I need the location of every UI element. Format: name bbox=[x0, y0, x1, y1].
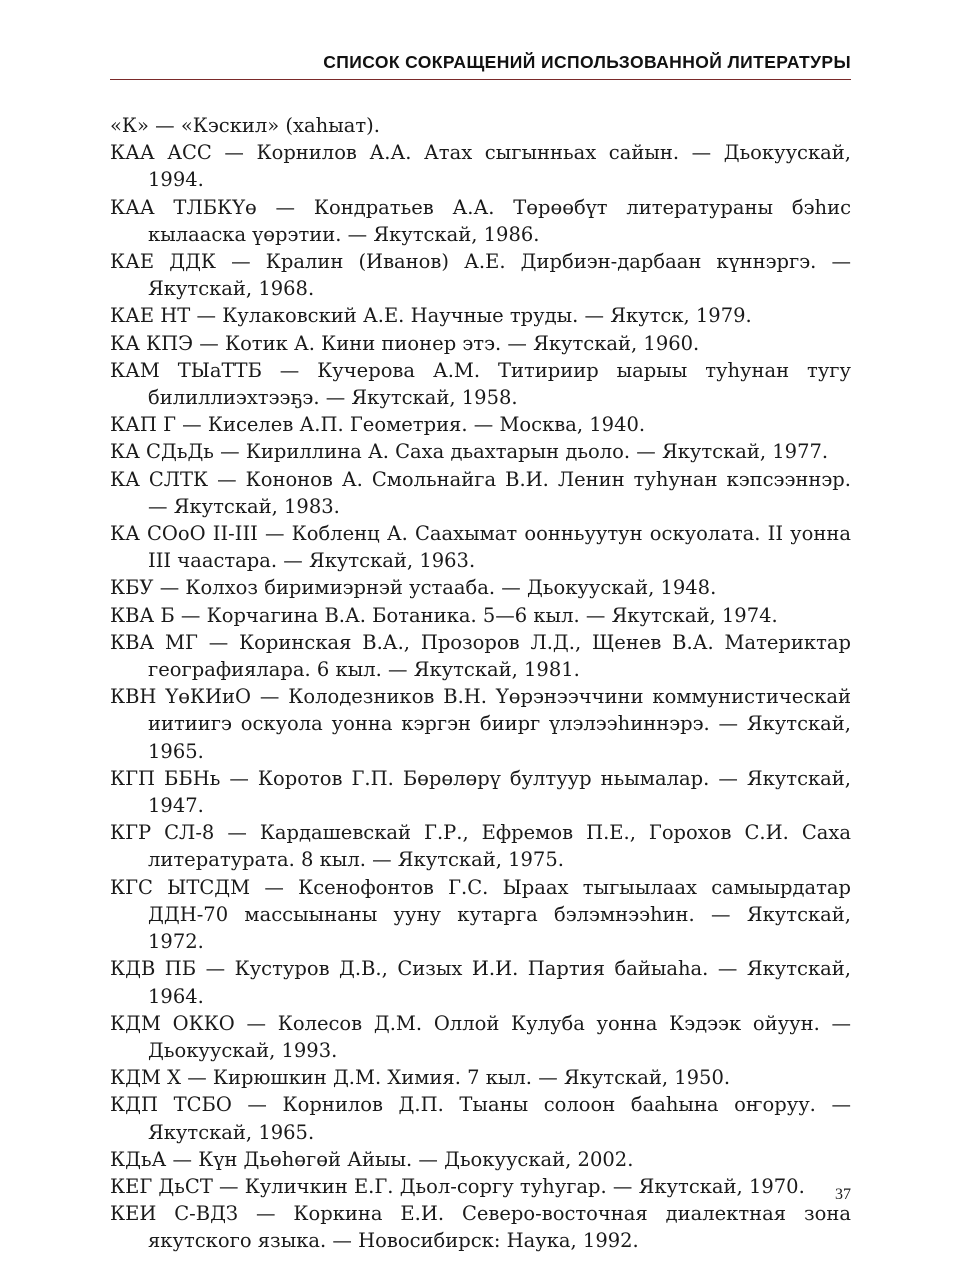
list-item: КДМ ОККО — Колесов Д.М. Оллой Кулуба уонна Кэдээк ойуун. — Дьокуускай, 1993. bbox=[110, 1011, 851, 1062]
list-item: КЕГ ДьСТ — Куличкин Е.Г. Дьол-соргу туһугар. — Якутскай, 1970. bbox=[110, 1174, 805, 1198]
list-item: КВА Б — Корчагина В.А. Ботаника. 5—6 кыл. — Якутскай, 1974. bbox=[110, 603, 778, 627]
page-number: 37 bbox=[835, 1186, 851, 1203]
list-item: КАП Г — Киселев А.П. Геометрия. — Москва, 1940. bbox=[110, 413, 646, 437]
header-rule bbox=[110, 79, 851, 80]
list-item: КВА МГ — Коринская В.А., Прозоров Л.Д., Щенев В.А. Материктар географиялара. 6 кыл. — Якутскай, 1981. bbox=[110, 630, 851, 682]
list-item: КАЕ НТ — Кулаковский А.Е. Научные труды. — Якутск, 1979. bbox=[110, 304, 752, 328]
list-item: КА КПЭ — Котик А. Кини пионер этэ. — Якутскай, 1960. bbox=[110, 331, 700, 355]
list-item: КДВ ПБ — Кустуров Д.В., Сизых И.И. Партия байыаһа. — Якутскай, 1964. bbox=[110, 957, 851, 1008]
list-item: КДП ТСБО — Корнилов Д.П. Тыаны солоон бааһына оҥоруу. — Якутскай, 1965. bbox=[110, 1093, 851, 1144]
list-item: КА СЛТК — Кононов А. Смольнайга В.И. Ленин туһунан кэпсээннэр. — Якутскай, 1983. bbox=[110, 467, 851, 518]
list-item: КЕИ С-ВДЗ — Коркина Е.И. Северо-восточная диалектная зона якутского языка. — Новосибирск: Наука, 1992. bbox=[110, 1202, 851, 1253]
list-item: «К» — «Кэскил» (хаһыат). bbox=[110, 114, 380, 137]
list-item: КА СДьДь — Кириллина А. Саха дьахтарын дьоло. — Якутскай, 1977. bbox=[110, 440, 829, 464]
list-item: КАА АСС — Корнилов А.А. Атах сыгынньах сайын. — Дьокуускай, 1994. bbox=[110, 141, 851, 192]
abbreviation-list bbox=[110, 112, 851, 1255]
list-item: КГР СЛ-8 — Кардашевскай Г.Р., Ефремов П.Е., Горохов С.И. Саха литературата. 8 кыл. — Якутскай, 1975. bbox=[110, 821, 851, 872]
list-item: КГС ЫТСДМ — Ксенофонтов Г.С. Ыраах тыгыылаах самыырдатар ДДН-70 массыынаны ууну кутарга бэлэмнээһин. — Якутскай, 1972. bbox=[110, 875, 851, 954]
list-item: КГП ББНь — Коротов Г.П. Бөрөлөрү бултуур ньымалар. — Якутскай, 1947. bbox=[110, 766, 851, 818]
list-item: КАА ТЛБКҮө — Кондратьев А.А. Төрөөбүт литератураны бэһис кылааска үөрэтии. — Якутскай, 1986. bbox=[110, 195, 851, 246]
list-item: КДМ Х — Кирюшкин Д.М. Химия. 7 кыл. — Якутскай, 1950. bbox=[110, 1066, 731, 1090]
running-header: СПИСОК СОКРАЩЕНИЙ ИСПОЛЬЗОВАННОЙ ЛИТЕРАТУРЫ bbox=[323, 52, 851, 72]
list-item: КБУ — Колхоз биримиэрнэй устааба. — Дьокуускай, 1948. bbox=[110, 576, 717, 600]
list-item: КА СОоО II-III — Кобленц А. Саахымат оонньуутун оскуолата. II уонна III чаастара. — Якутскай, 1963. bbox=[110, 522, 851, 573]
list-item: КАМ ТЫаТТБ — Кучерова А.М. Титирииp ыарыы туһунан тугу билиллиэхтээҕэ. — Якутскай, 1958. bbox=[110, 358, 851, 410]
list-item: КДьА — Күн Дьөһөгөй Айыы. — Дьокуускай, 2002. bbox=[110, 1147, 634, 1171]
list-item: КАЕ ДДК — Кралин (Иванов) А.Е. Дирбиэн-дарбаан күннэргэ. — Якутскай, 1968. bbox=[110, 250, 851, 301]
list-item: КВН ҮөКИиО — Колодезников В.Н. Үөрэнээччини коммунистическай иитиигэ оскуола уонна кэргэн биирг үлэлээһиннэрэ. — Якутскай, 1965. bbox=[110, 685, 851, 763]
